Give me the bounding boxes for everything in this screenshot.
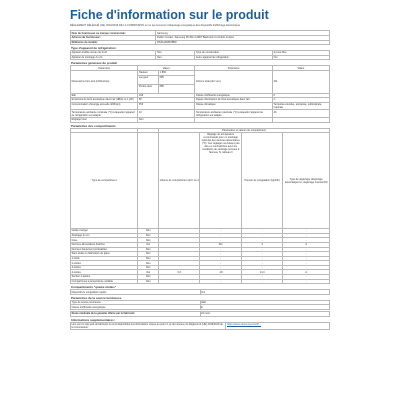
compartment-value-cell: -: [283, 238, 330, 243]
general-parameters-table: [70, 65, 330, 122]
compartment-rows: [71, 229, 330, 284]
supplier-address-value: Public Contact, Samsung PO Box 12987 Blackrock Co.Dublin Ireland: [156, 36, 330, 41]
compartment-type-cell: Stockage du vin: [71, 233, 138, 238]
compartment-value-cell: 0,0: [159, 270, 200, 275]
four-star-heading: Compartiments "quatre étoiles": [71, 285, 117, 290]
compartment-value-cell: -: [200, 256, 241, 261]
general-header-cell: Paramètre: [195, 66, 273, 71]
type-cell: Appareil à faible niveau de bruit:: [71, 51, 156, 56]
compartment-value-cell: -: [241, 252, 282, 257]
compartment-value-cell: -: [283, 229, 330, 234]
compartment-type-header: Type de compartiment: [71, 133, 138, 229]
general-param-label: Réglage hiver: [71, 117, 138, 122]
compartment-type-cell: Compartiment à température variable: [71, 279, 138, 284]
light-source-heading: Paramètres de la source lumineuse: [71, 295, 122, 300]
compartment-present-cell: Non: [138, 275, 159, 280]
compartment-group-header: Paramètres et valeurs de compartiment: [159, 128, 330, 133]
dimension-sub-value: 685: [159, 84, 195, 93]
regulation-subtitle: RÈGLEMENT DÉLÉGUÉ (UE) 2019/2016 DE LA COMMISSION en ce qui concerne l'étiquetage énergétique des dispositifs d'affichage électronique: [70, 24, 241, 27]
general-param-label: Émissions de bruit acoustique dans l'air (dB(A) re 1 pW): [71, 98, 138, 103]
compartment-col-header: Type de dégivrage (dégivrage automatique=A, dégivrage manuel=M): [283, 133, 330, 229]
general-param-value: 38: [138, 98, 195, 103]
compartment-value-cell: -: [283, 279, 330, 284]
compartment-present-cell: Non: [138, 265, 159, 270]
model-reference-label: Référence du modèle:: [71, 40, 156, 45]
compartment-value-cell: -: [283, 265, 330, 270]
supplier-name-label: Nom du fournisseur ou marque commerciale:: [71, 31, 156, 36]
compartment-value-cell: A: [283, 270, 330, 275]
general-param-label: Classe d'émissions de bruit acoustique dans l'air: [195, 98, 273, 103]
general-param-label: [195, 117, 273, 122]
compartment-value-cell: -: [200, 252, 241, 257]
compartment-value-cell: 311: [200, 242, 241, 247]
total-volume-label: Volume total (dm³ ou l): [195, 70, 273, 93]
compartment-value-cell: -: [241, 247, 282, 252]
type-cell: Type de construction:: [195, 51, 273, 56]
compartment-value-cell: A: [283, 242, 330, 247]
compartment-table: [70, 128, 330, 285]
light-source-table: [70, 300, 330, 310]
general-param-value: 353: [138, 102, 195, 110]
compartment-value-cell: -18: [200, 270, 241, 275]
compartment-value-cell: -: [241, 279, 282, 284]
compartment-value-cell: -: [283, 252, 330, 257]
compartment-value-cell: -: [241, 238, 282, 243]
dimensions-label: Dimensions hors tout (millimètres): [71, 70, 138, 93]
compartment-value-cell: -: [241, 229, 282, 234]
compartment-value-cell: -: [283, 261, 330, 266]
compartment-type-cell: Denrées alimentaires fraîches: [71, 242, 138, 247]
extra-info-heading: Informations supplémentaires:: [71, 317, 115, 322]
warranty-table: [70, 311, 330, 317]
compartment-type-cell: Garde-manger: [71, 229, 138, 234]
product-information-sheet: [70, 0, 330, 330]
type-cell: Non: [156, 55, 195, 60]
compartment-present-cell: Non: [138, 252, 159, 257]
fast-freeze-value: Oui: [200, 290, 330, 295]
compartment-type-cell: 1 étoile: [71, 256, 138, 261]
page-title: Fiche d'information sur le produit: [70, 8, 269, 22]
general-header-cell: Valeur: [138, 66, 195, 71]
compartment-value-cell: 14,4: [241, 270, 282, 275]
compartment-present-cell: Non: [138, 256, 159, 261]
compartment-type-cell: Cave: [71, 238, 138, 243]
general-param-label: Consommation d'énergie annuelle (kWh/an): [71, 102, 138, 110]
compartment-value-cell: -: [241, 256, 282, 261]
general-param-value: 10: [138, 110, 195, 118]
general-param-value: 43: [272, 110, 329, 118]
compartment-row: [71, 279, 330, 284]
compartment-present-cell: Non: [138, 233, 159, 238]
compartment-value-cell: [159, 279, 200, 284]
compartment-value-cell: -: [283, 256, 330, 261]
dimension-sub-label: Profon-deur: [138, 84, 159, 93]
general-parameters-heading: Paramètres généraux du produit: [71, 61, 118, 66]
compartment-type-cell: Denrées hautement périssables: [71, 247, 138, 252]
general-param-label: Température ambiante minimale (°C) à laquelle l'appareil de réfrigération est adapté: [71, 110, 138, 118]
compartment-value-cell: -: [200, 261, 241, 266]
light-source-value: LED: [200, 300, 330, 305]
compartment-value-cell: -: [200, 279, 241, 284]
general-param-label: IEE: [71, 93, 138, 98]
type-cell: Autre appareil de réfrigération:: [195, 55, 273, 60]
compartment-present-cell: Non: [138, 261, 159, 266]
compartment-present-cell: Non: [138, 247, 159, 252]
compartment-blank-cell: [138, 133, 159, 229]
warranty-value: 24 mois: [200, 312, 330, 317]
compartment-present-cell: Non: [138, 279, 159, 284]
general-param-value: [272, 117, 329, 122]
manufacturer-website-link[interactable]: https://www.samsung.com/fr/...: [226, 322, 262, 326]
general-param-label: Classe d'efficacité énergétique: [195, 93, 273, 98]
compartment-value-cell: -: [200, 265, 241, 270]
general-header-cell: Paramètre: [71, 66, 138, 71]
compartment-present-cell: Oui: [138, 242, 159, 247]
general-param-label: Température ambiante maximale (°C) à laquelle l'appareil de réfrigération est adapté: [195, 110, 273, 118]
extra-info-table: [70, 322, 330, 331]
general-param-label: Classe climatique:: [195, 102, 273, 110]
compartment-value-cell: -: [241, 233, 282, 238]
compartment-present-cell: Oui: [138, 270, 159, 275]
warranty-label: Durée minimale de la garantie offerte par le fabricant:: [71, 312, 201, 317]
compartment-type-cell: Sans étoile ou fabrication de glace: [71, 252, 138, 257]
appliance-type-heading: Type d'appareil de réfrigération:: [71, 46, 117, 51]
compartment-value-cell: -: [283, 247, 330, 252]
extra-info-link-cell: [226, 322, 330, 330]
supplier-address-label: Adresse du fournisseur:: [71, 36, 156, 41]
compartment-value-cell: -: [241, 261, 282, 266]
compartment-col-header: Pouvoir de congélation (kg/24h): [241, 133, 282, 229]
dimension-sub-label: Hauteur: [138, 70, 159, 75]
compartment-value-cell: -: [200, 233, 241, 238]
type-cell: à pose libre: [273, 51, 330, 56]
compartment-present-cell: Non: [138, 229, 159, 234]
compartment-value-cell: -: [200, 229, 241, 234]
light-source-value: E: [200, 305, 330, 310]
compartment-type-cell: 2 étoiles: [71, 261, 138, 266]
compartment-value-cell: -: [283, 275, 330, 280]
type-cell: Non: [156, 51, 195, 56]
general-param-value: Non: [138, 117, 195, 122]
compartment-value-cell: 4: [241, 242, 282, 247]
compartment-type-cell: 4 étoiles: [71, 270, 138, 275]
dimension-sub-value: 1 860: [159, 70, 195, 75]
compartment-type-cell: 3 étoiles: [71, 265, 138, 270]
light-source-label: Classe d'efficacité énergétique: [71, 305, 201, 310]
fast-freeze-label: Dispositif de congélation rapide: [71, 290, 201, 295]
total-volume-value: 311: [272, 70, 329, 93]
light-source-label: Type de source lumineuse: [71, 300, 201, 305]
appliance-type-table: [70, 50, 330, 60]
model-reference-value: RS3A-RR80HBW: [156, 40, 330, 45]
compartment-type-cell: Section 2 étoiles: [71, 275, 138, 280]
supplier-table: [70, 30, 330, 45]
compartment-value-cell: -: [200, 275, 241, 280]
general-param-value: Tempérée étendue, tempérée, subtropicale, tropicale: [272, 102, 329, 110]
extra-info-text: Lien vers le site web du fabricant où sont disponibles les informations visées au point 4, a) de l'annexe du Règlement (UE) 2019/2019 de la Commission:: [71, 322, 226, 330]
dimension-sub-value: 595: [159, 75, 195, 84]
compartment-col-header: Réglage de température recommandé pour un stockage optimisé des denrées alimentaires (°C). Ces réglages ne doivent pas être en contradiction avec les conditions de stockage prévues à l'annexe IV, tableau 3: [200, 133, 241, 229]
fast-freeze-table: [70, 289, 330, 295]
compartment-value-cell: -: [200, 247, 241, 252]
compartment-value-cell: -: [283, 233, 330, 238]
general-header-cell: Valeur: [272, 66, 329, 71]
compartment-present-cell: Non: [138, 238, 159, 243]
general-param-value: F: [272, 93, 329, 98]
supplier-name-value: Samsung: [156, 31, 330, 36]
type-cell: Appareil de stockage du vin:: [71, 55, 156, 60]
compartment-value-cell: -: [241, 265, 282, 270]
compartment-parameters-heading: Paramètres des compartiments: [71, 123, 116, 128]
general-param-value: 108: [138, 93, 195, 98]
general-param-value: C: [272, 98, 329, 103]
compartment-value-cell: -: [241, 275, 282, 280]
compartment-value-cell: -: [200, 238, 241, 243]
type-cell: Oui: [273, 55, 330, 60]
compartment-col-header: Volume de compartiment (dm³ ou l): [159, 133, 200, 229]
dimension-sub-label: Lar-geur: [138, 75, 159, 84]
